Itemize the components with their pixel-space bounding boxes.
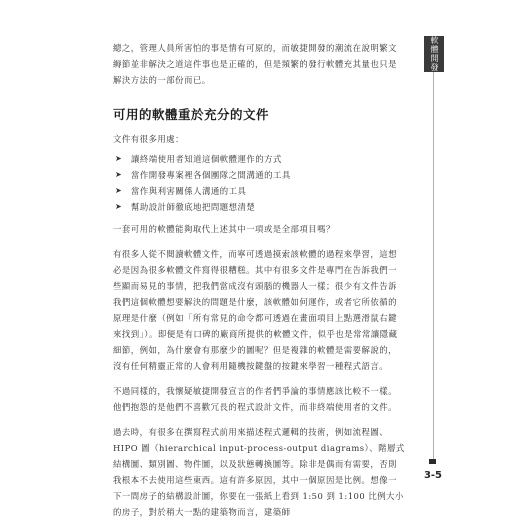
intro-paragraph: 總之，管理人員所害怕的事是情有可原的，而敏捷開發的潮流在說明繁文縟節並非解決之道這件事也是正確的，但是頻繁的發行軟體充其量也只是解決方法的一部份而已。 [113,43,397,85]
bullet-arrow-icon: ➤ [115,170,123,179]
bullet-list [113,151,405,215]
list-item-text: 當作與利害關係人溝通的工具 [131,186,247,196]
page-number: 3-5 [423,470,443,481]
side-divider-line [433,72,434,464]
list-item-text: 當作開發專案裡各個團隊之間溝通的工具 [131,170,291,180]
list-item [113,199,405,215]
documentation-paragraph: 有很多人從不閱讀軟體文件，而寧可透過摸索該軟體的過程來學習，這想必是因為很多軟體文件寫得很糟糕。其中有很多文件是專門在告訴我們一些顯而易見的事情，把我們當成沒有頭腦的機器人一樣；很少有文件告訴我們這個軟體想要解決的問題是什麼，該軟體如何運作，或者它所依循的原理是什麼（例如「所有常見的命令都可透過在畫面項目上點選滑鼠右鍵來找到」）。即便是有口碑的廠商所提供的軟體文件，似乎也是常常讓隱藏細節，例如，為什麼會有那麼少的圖呢？但是複雜的軟體是需要解說的，沒有任何精靈正常的人會利用隨機按鍵盤的按鍵來學習一種程式語言。 [113,249,398,371]
list-item [113,183,405,199]
manifesto-paragraph: 不過同樣的，我懷疑敏捷開發宣言的作者們爭論的事情應該比較不一樣。他們抱怨的是他們不喜歡冗長的程式設計文件，而非終端使用者的文件。 [113,386,397,412]
bullet-arrow-icon: ➤ [115,154,123,163]
bullet-arrow-icon: ➤ [115,186,123,195]
list-item-text: 讓終端使用者知道這個軟體運作的方式 [131,154,282,164]
list-item [113,151,405,167]
list-item [113,167,405,183]
list-intro: 文件有很多用處： [113,134,184,144]
list-item-text: 幫助設計師徹底地把問題想清楚 [131,202,256,212]
design-techniques-paragraph: 過去時，有很多在撰寫程式前用來描述程式邏輯的技術，例如流程圖、HIPO 圖（hierarchical input-process-output diagrams）、階層式結構圖、類別圖、物件圖，以及狀態轉換圖等。除非是偶而有需要，否則我根本不去使用這些東西。這有許多原因，其中一個原因是比例。想像一下一間房子的結構設計圖，你要在一張紙上看到 1:50 到 1:100 比例大小的房子，對於稍大一點的建築物而言，建築師 [113,427,405,517]
bullet-arrow-icon: ➤ [115,202,123,211]
question-paragraph: 一套可用的軟體能夠取代上述其中一項或是全部項目嗎？ [113,224,335,234]
page-marker [429,459,436,464]
chapter-side-tab: 軟體開發 [424,36,444,72]
page-body [113,40,405,520]
section-heading: 可用的軟體重於充分的文件 [113,107,270,122]
